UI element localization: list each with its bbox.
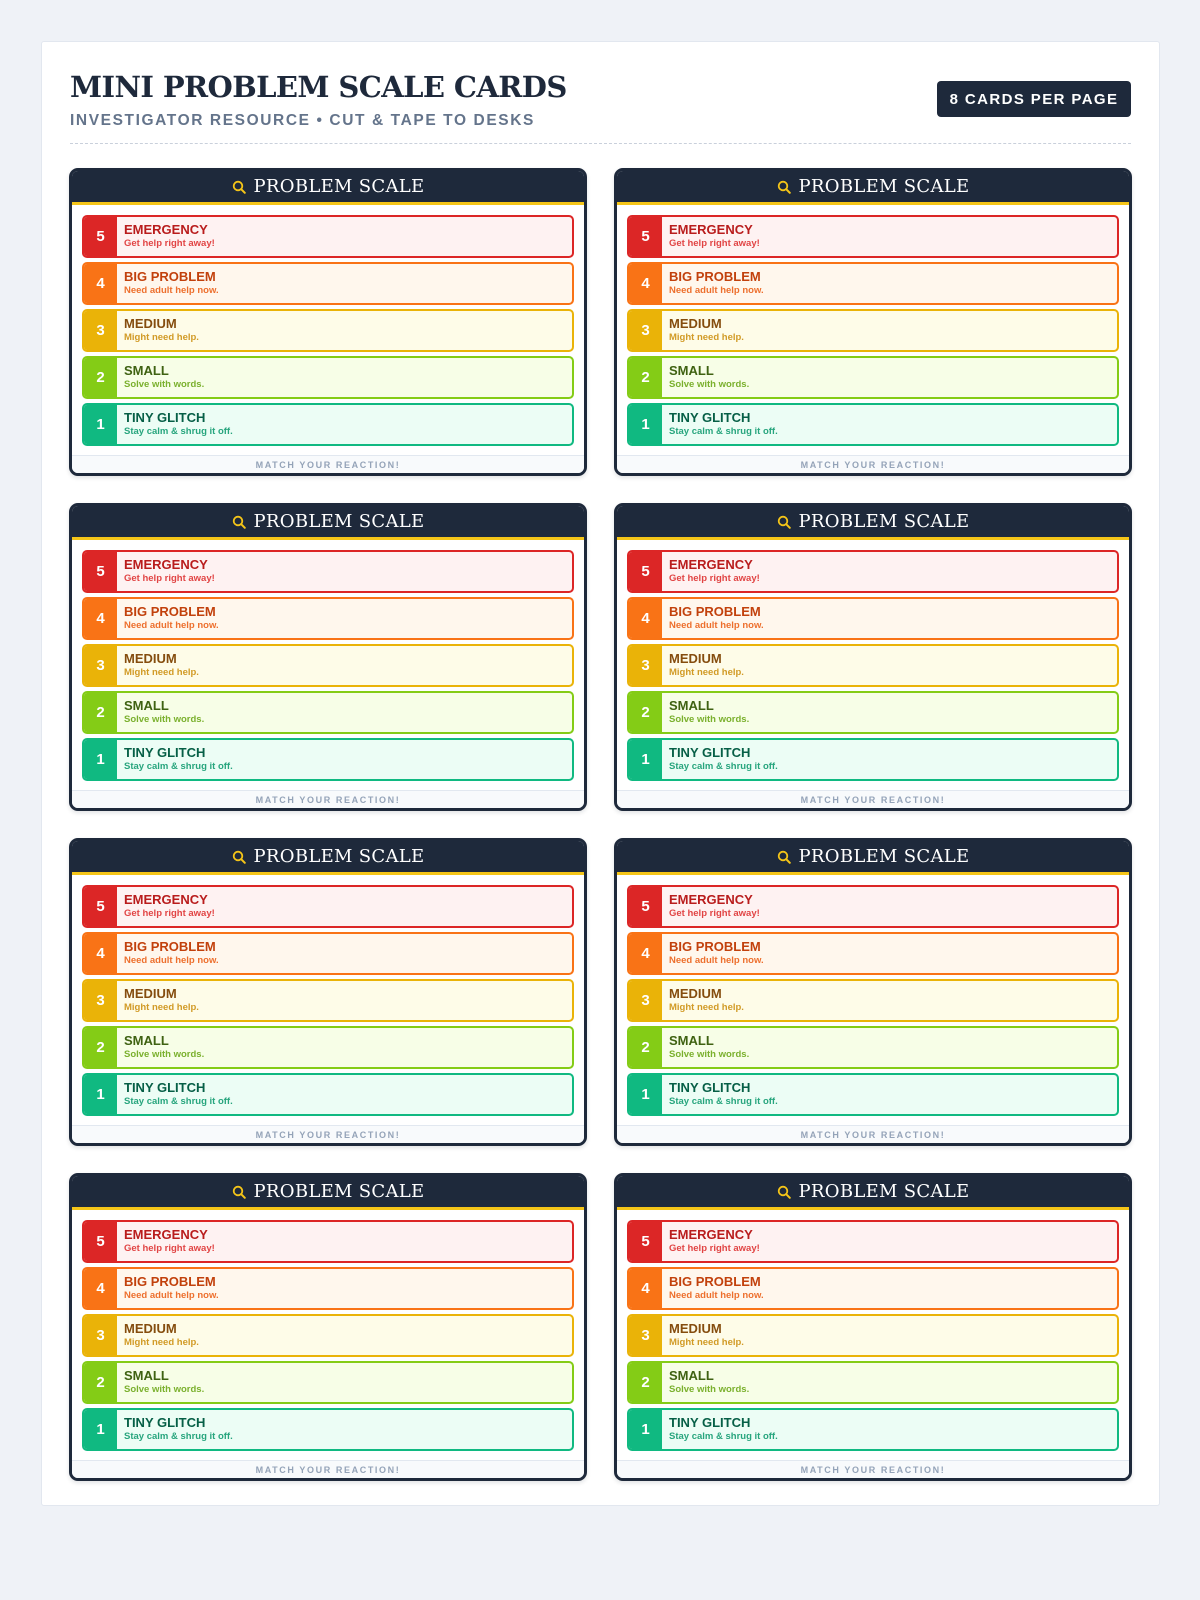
problem-scale-card-4 xyxy=(614,503,1132,811)
level-description: Might need help. xyxy=(124,1002,199,1013)
level-description: Stay calm & shrug it off. xyxy=(124,1096,233,1107)
scale-levels xyxy=(617,205,1129,446)
card-footer: MATCH YOUR REACTION! xyxy=(72,1460,584,1478)
scale-levels xyxy=(617,1210,1129,1451)
level-description: Stay calm & shrug it off. xyxy=(669,1431,778,1442)
level-label: BIG PROBLEM xyxy=(124,939,216,954)
level-row-3 xyxy=(627,644,1119,687)
level-row-1 xyxy=(82,403,574,446)
level-description: Stay calm & shrug it off. xyxy=(669,761,778,772)
level-description: Solve with words. xyxy=(669,1049,750,1060)
level-number: 3 xyxy=(629,311,662,350)
level-description: Get help right away! xyxy=(124,238,215,249)
level-number: 5 xyxy=(84,552,117,591)
card-title: PROBLEM SCALE xyxy=(253,1181,425,1202)
level-description: Need adult help now. xyxy=(124,285,219,296)
level-number: 4 xyxy=(84,599,117,638)
level-label: MEDIUM xyxy=(124,1321,177,1336)
magnifier-icon xyxy=(232,850,246,864)
level-number: 5 xyxy=(629,1222,662,1261)
level-label: MEDIUM xyxy=(669,986,722,1001)
scale-levels xyxy=(72,1210,584,1451)
level-label: SMALL xyxy=(124,1033,169,1048)
level-row-4 xyxy=(627,262,1119,305)
magnifier-icon xyxy=(777,1185,791,1199)
level-label: SMALL xyxy=(124,1368,169,1383)
level-description: Solve with words. xyxy=(669,714,750,725)
level-row-5 xyxy=(82,215,574,258)
level-row-1 xyxy=(627,738,1119,781)
level-label: BIG PROBLEM xyxy=(124,604,216,619)
magnifier-icon xyxy=(232,515,246,529)
level-number: 4 xyxy=(84,934,117,973)
level-description: Might need help. xyxy=(669,332,744,343)
level-row-1 xyxy=(627,1073,1119,1116)
level-description: Need adult help now. xyxy=(124,955,219,966)
level-row-2 xyxy=(82,691,574,734)
problem-scale-card-3 xyxy=(69,503,587,811)
scale-levels xyxy=(72,205,584,446)
card-title: PROBLEM SCALE xyxy=(253,511,425,532)
card-title: PROBLEM SCALE xyxy=(798,511,970,532)
level-description: Get help right away! xyxy=(669,1243,760,1254)
card-header xyxy=(617,506,1129,540)
level-label: TINY GLITCH xyxy=(124,745,206,760)
level-number: 2 xyxy=(84,693,117,732)
card-title: PROBLEM SCALE xyxy=(253,176,425,197)
level-label: EMERGENCY xyxy=(124,1227,208,1242)
level-row-2 xyxy=(627,691,1119,734)
worksheet-page xyxy=(41,41,1160,1506)
level-row-3 xyxy=(82,1314,574,1357)
level-number: 3 xyxy=(629,646,662,685)
level-number: 2 xyxy=(84,358,117,397)
level-row-2 xyxy=(82,1361,574,1404)
level-number: 1 xyxy=(629,1410,662,1449)
card-title: PROBLEM SCALE xyxy=(798,846,970,867)
page-header xyxy=(70,68,1131,144)
scale-levels xyxy=(72,540,584,781)
level-description: Stay calm & shrug it off. xyxy=(124,426,233,437)
level-description: Might need help. xyxy=(124,1337,199,1348)
level-label: TINY GLITCH xyxy=(669,1415,751,1430)
card-header xyxy=(72,506,584,540)
level-number: 5 xyxy=(629,217,662,256)
card-footer: MATCH YOUR REACTION! xyxy=(617,455,1129,473)
scale-levels xyxy=(617,540,1129,781)
magnifier-icon xyxy=(777,180,791,194)
level-label: SMALL xyxy=(669,1368,714,1383)
level-description: Stay calm & shrug it off. xyxy=(124,1431,233,1442)
level-number: 1 xyxy=(629,740,662,779)
level-row-2 xyxy=(627,1361,1119,1404)
level-description: Need adult help now. xyxy=(669,285,764,296)
level-description: Need adult help now. xyxy=(124,620,219,631)
level-label: BIG PROBLEM xyxy=(669,939,761,954)
scale-levels xyxy=(72,875,584,1116)
level-row-2 xyxy=(627,1026,1119,1069)
level-number: 2 xyxy=(629,1363,662,1402)
problem-scale-card-8 xyxy=(614,1173,1132,1481)
level-label: TINY GLITCH xyxy=(124,1415,206,1430)
level-description: Might need help. xyxy=(124,667,199,678)
level-number: 4 xyxy=(629,264,662,303)
level-number: 1 xyxy=(84,740,117,779)
level-row-5 xyxy=(627,215,1119,258)
level-label: MEDIUM xyxy=(124,986,177,1001)
level-description: Solve with words. xyxy=(124,714,205,725)
level-description: Need adult help now. xyxy=(669,620,764,631)
level-label: TINY GLITCH xyxy=(124,1080,206,1095)
level-row-3 xyxy=(82,644,574,687)
level-description: Might need help. xyxy=(669,667,744,678)
level-label: BIG PROBLEM xyxy=(669,269,761,284)
level-number: 5 xyxy=(629,887,662,926)
level-number: 2 xyxy=(84,1028,117,1067)
magnifier-icon xyxy=(777,850,791,864)
level-number: 3 xyxy=(629,1316,662,1355)
level-description: Might need help. xyxy=(669,1337,744,1348)
level-row-3 xyxy=(82,979,574,1022)
card-footer: MATCH YOUR REACTION! xyxy=(617,1460,1129,1478)
level-number: 3 xyxy=(84,1316,117,1355)
level-number: 2 xyxy=(629,693,662,732)
card-footer: MATCH YOUR REACTION! xyxy=(72,790,584,808)
level-number: 3 xyxy=(84,311,117,350)
level-number: 4 xyxy=(84,1269,117,1308)
level-row-4 xyxy=(627,1267,1119,1310)
level-row-1 xyxy=(82,738,574,781)
card-header xyxy=(72,841,584,875)
level-number: 4 xyxy=(629,1269,662,1308)
level-description: Might need help. xyxy=(669,1002,744,1013)
level-number: 3 xyxy=(84,981,117,1020)
card-header xyxy=(72,1176,584,1210)
level-label: BIG PROBLEM xyxy=(669,604,761,619)
card-header xyxy=(72,171,584,205)
magnifier-icon xyxy=(777,515,791,529)
level-label: EMERGENCY xyxy=(669,222,753,237)
level-label: MEDIUM xyxy=(669,651,722,666)
level-number: 1 xyxy=(629,1075,662,1114)
level-label: SMALL xyxy=(669,698,714,713)
level-description: Get help right away! xyxy=(669,573,760,584)
level-label: BIG PROBLEM xyxy=(124,1274,216,1289)
level-description: Might need help. xyxy=(124,332,199,343)
level-label: SMALL xyxy=(669,363,714,378)
scale-levels xyxy=(617,875,1129,1116)
problem-scale-card-7 xyxy=(69,1173,587,1481)
level-row-3 xyxy=(627,979,1119,1022)
level-label: EMERGENCY xyxy=(124,557,208,572)
card-footer: MATCH YOUR REACTION! xyxy=(617,1125,1129,1143)
level-row-1 xyxy=(82,1073,574,1116)
level-row-2 xyxy=(82,356,574,399)
magnifier-icon xyxy=(232,1185,246,1199)
level-label: EMERGENCY xyxy=(124,892,208,907)
level-number: 2 xyxy=(84,1363,117,1402)
level-row-4 xyxy=(82,1267,574,1310)
level-number: 5 xyxy=(84,887,117,926)
level-label: BIG PROBLEM xyxy=(124,269,216,284)
level-description: Solve with words. xyxy=(124,379,205,390)
level-number: 1 xyxy=(84,1410,117,1449)
level-label: BIG PROBLEM xyxy=(669,1274,761,1289)
level-number: 2 xyxy=(629,358,662,397)
level-row-1 xyxy=(627,1408,1119,1451)
level-description: Solve with words. xyxy=(669,379,750,390)
level-number: 5 xyxy=(84,217,117,256)
level-description: Need adult help now. xyxy=(669,955,764,966)
level-number: 1 xyxy=(84,405,117,444)
card-footer: MATCH YOUR REACTION! xyxy=(72,455,584,473)
problem-scale-card-6 xyxy=(614,838,1132,1146)
card-title: PROBLEM SCALE xyxy=(253,846,425,867)
level-row-4 xyxy=(82,597,574,640)
level-description: Solve with words. xyxy=(124,1049,205,1060)
level-number: 1 xyxy=(629,405,662,444)
level-description: Get help right away! xyxy=(124,908,215,919)
card-header xyxy=(617,841,1129,875)
level-description: Get help right away! xyxy=(124,1243,215,1254)
magnifier-icon xyxy=(232,180,246,194)
card-header xyxy=(617,171,1129,205)
level-number: 5 xyxy=(84,1222,117,1261)
level-number: 2 xyxy=(629,1028,662,1067)
page-subtitle: INVESTIGATOR RESOURCE • CUT & TAPE TO DESKS xyxy=(70,112,535,129)
level-label: MEDIUM xyxy=(124,316,177,331)
level-row-4 xyxy=(627,597,1119,640)
cards-per-page-badge: 8 CARDS PER PAGE xyxy=(937,81,1131,117)
level-description: Need adult help now. xyxy=(124,1290,219,1301)
card-title: PROBLEM SCALE xyxy=(798,1181,970,1202)
problem-scale-card-2 xyxy=(614,168,1132,476)
card-footer: MATCH YOUR REACTION! xyxy=(617,790,1129,808)
level-number: 3 xyxy=(629,981,662,1020)
level-row-5 xyxy=(82,885,574,928)
level-number: 4 xyxy=(629,599,662,638)
level-row-3 xyxy=(627,309,1119,352)
card-title: PROBLEM SCALE xyxy=(798,176,970,197)
level-description: Stay calm & shrug it off. xyxy=(669,1096,778,1107)
level-label: MEDIUM xyxy=(669,1321,722,1336)
level-label: SMALL xyxy=(124,698,169,713)
level-row-1 xyxy=(627,403,1119,446)
level-number: 4 xyxy=(84,264,117,303)
level-description: Get help right away! xyxy=(669,908,760,919)
level-label: EMERGENCY xyxy=(669,557,753,572)
level-label: MEDIUM xyxy=(669,316,722,331)
level-row-2 xyxy=(82,1026,574,1069)
card-footer: MATCH YOUR REACTION! xyxy=(72,1125,584,1143)
level-row-5 xyxy=(627,885,1119,928)
level-row-4 xyxy=(82,932,574,975)
level-row-5 xyxy=(82,1220,574,1263)
level-description: Solve with words. xyxy=(124,1384,205,1395)
level-row-4 xyxy=(82,262,574,305)
level-label: TINY GLITCH xyxy=(669,1080,751,1095)
level-number: 5 xyxy=(629,552,662,591)
problem-scale-card-1 xyxy=(69,168,587,476)
level-label: SMALL xyxy=(669,1033,714,1048)
level-description: Solve with words. xyxy=(669,1384,750,1395)
page-title: MINI PROBLEM SCALE CARDS xyxy=(70,70,567,104)
level-row-5 xyxy=(82,550,574,593)
level-description: Stay calm & shrug it off. xyxy=(669,426,778,437)
level-label: TINY GLITCH xyxy=(669,745,751,760)
level-row-2 xyxy=(627,356,1119,399)
level-row-4 xyxy=(627,932,1119,975)
level-row-3 xyxy=(82,309,574,352)
level-description: Stay calm & shrug it off. xyxy=(124,761,233,772)
level-number: 3 xyxy=(84,646,117,685)
card-header xyxy=(617,1176,1129,1210)
level-description: Get help right away! xyxy=(124,573,215,584)
level-label: EMERGENCY xyxy=(124,222,208,237)
level-row-5 xyxy=(627,1220,1119,1263)
level-description: Get help right away! xyxy=(669,238,760,249)
level-number: 1 xyxy=(84,1075,117,1114)
level-row-3 xyxy=(627,1314,1119,1357)
level-label: TINY GLITCH xyxy=(124,410,206,425)
problem-scale-card-5 xyxy=(69,838,587,1146)
level-row-5 xyxy=(627,550,1119,593)
level-label: TINY GLITCH xyxy=(669,410,751,425)
level-number: 4 xyxy=(629,934,662,973)
level-row-1 xyxy=(82,1408,574,1451)
level-label: EMERGENCY xyxy=(669,892,753,907)
level-label: SMALL xyxy=(124,363,169,378)
level-label: MEDIUM xyxy=(124,651,177,666)
level-description: Need adult help now. xyxy=(669,1290,764,1301)
level-label: EMERGENCY xyxy=(669,1227,753,1242)
